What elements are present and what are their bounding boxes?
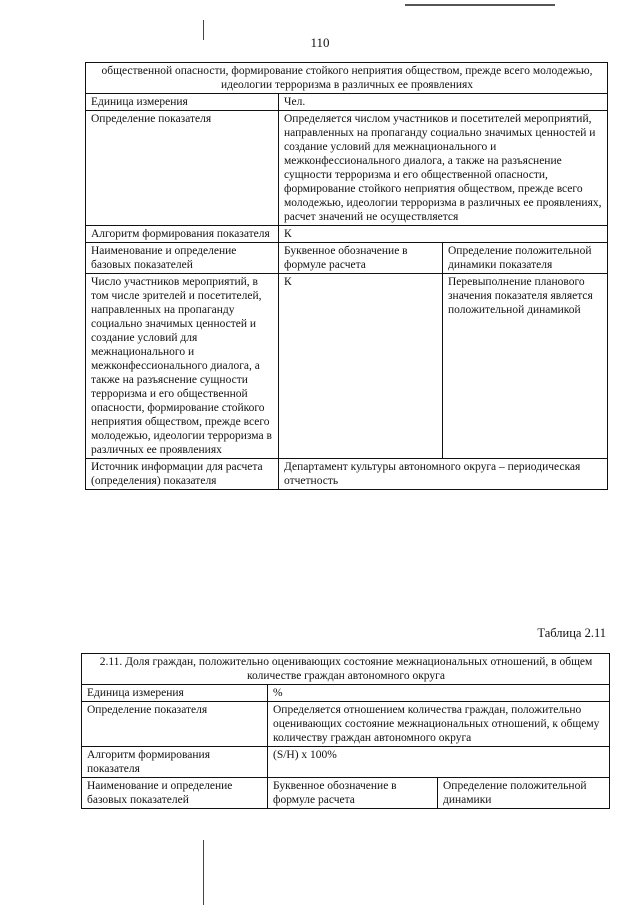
- table-caption: Таблица 2.11: [537, 626, 606, 640]
- indicator-table-2-11: [81, 653, 610, 809]
- unit-label: Единица измерения: [82, 685, 268, 702]
- definition-value: Определяется числом участников и посетителей мероприятий, направленных на пропаганду социально значимых ценностей и создание условий для межнационального и межконфессионального диалога, а также на разъяснение сущности терроризма и его общественной опасности, формирование стойкого неприятия обществом, прежде всего молодежью, идеологии терроризма в различных ее проявлениях, расчет значений не осуществляется: [279, 111, 608, 226]
- definition-label: Определение показателя: [86, 111, 279, 226]
- unit-value: %: [268, 685, 610, 702]
- symbol-header: Буквенное обозначение в формуле расчета: [268, 778, 438, 809]
- symbol-header: Буквенное обозначение в формуле расчета: [279, 243, 443, 274]
- base-indicator-dynamics: Перевыполнение планового значения показателя является положительной динамикой: [443, 274, 608, 459]
- table-row: [86, 94, 608, 111]
- scan-fold-line-bottom: [203, 840, 204, 905]
- table-row: [86, 459, 608, 490]
- unit-value: Чел.: [279, 94, 608, 111]
- table-row: [82, 778, 610, 809]
- definition-value: Определяется отношением количества граждан, положительно оценивающих состояние межнациональных отношений, к общему количеству граждан автономного округа: [268, 702, 610, 747]
- table-row: [86, 243, 608, 274]
- table-row: [82, 747, 610, 778]
- dynamics-header: Определение положительной динамики показателя: [443, 243, 608, 274]
- base-indicator-symbol: К: [279, 274, 443, 459]
- algorithm-value: К: [279, 226, 608, 243]
- source-label: Источник информации для расчета (определения) показателя: [86, 459, 279, 490]
- table-row: [82, 702, 610, 747]
- table-row: [86, 226, 608, 243]
- algorithm-label: Алгоритм формирования показателя: [86, 226, 279, 243]
- table-header-row: [86, 63, 608, 94]
- algorithm-value: (S/H) х 100%: [268, 747, 610, 778]
- table-header-row: [82, 654, 610, 685]
- scan-mark-top-right: [405, 4, 555, 6]
- base-indicators-header: Наименование и определение базовых показателей: [82, 778, 268, 809]
- page-number: 110: [310, 35, 330, 50]
- indicator-table-2-10: [85, 62, 608, 490]
- indicator-title-continuation: общественной опасности, формирование стойкого неприятия обществом, прежде всего молодежью, идеологии терроризма в различных ее проявлениях: [86, 63, 608, 94]
- source-value: Департамент культуры автономного округа – периодическая отчетность: [279, 459, 608, 490]
- scan-fold-line-top: [203, 20, 204, 40]
- table-row: [82, 685, 610, 702]
- base-indicator-name: Число участников мероприятий, в том числе зрителей и посетителей, направленных на пропаганду социально значимых ценностей и создание условий для межнационального и межконфессионального диалога, а также на разъяснение сущности терроризма и его общественной опасности, формирование стойкого неприятия обществом, прежде всего молодежью, идеологии терроризма в различных ее проявлениях: [86, 274, 279, 459]
- base-indicators-header: Наименование и определение базовых показателей: [86, 243, 279, 274]
- indicator-title: 2.11. Доля граждан, положительно оценивающих состояние межнациональных отношений, в общем количестве граждан автономного округа: [82, 654, 610, 685]
- unit-label: Единица измерения: [86, 94, 279, 111]
- table-row: [86, 111, 608, 226]
- dynamics-header: Определение положительной динамики: [438, 778, 610, 809]
- algorithm-label: Алгоритм формирования показателя: [82, 747, 268, 778]
- table-row: [86, 274, 608, 459]
- definition-label: Определение показателя: [82, 702, 268, 747]
